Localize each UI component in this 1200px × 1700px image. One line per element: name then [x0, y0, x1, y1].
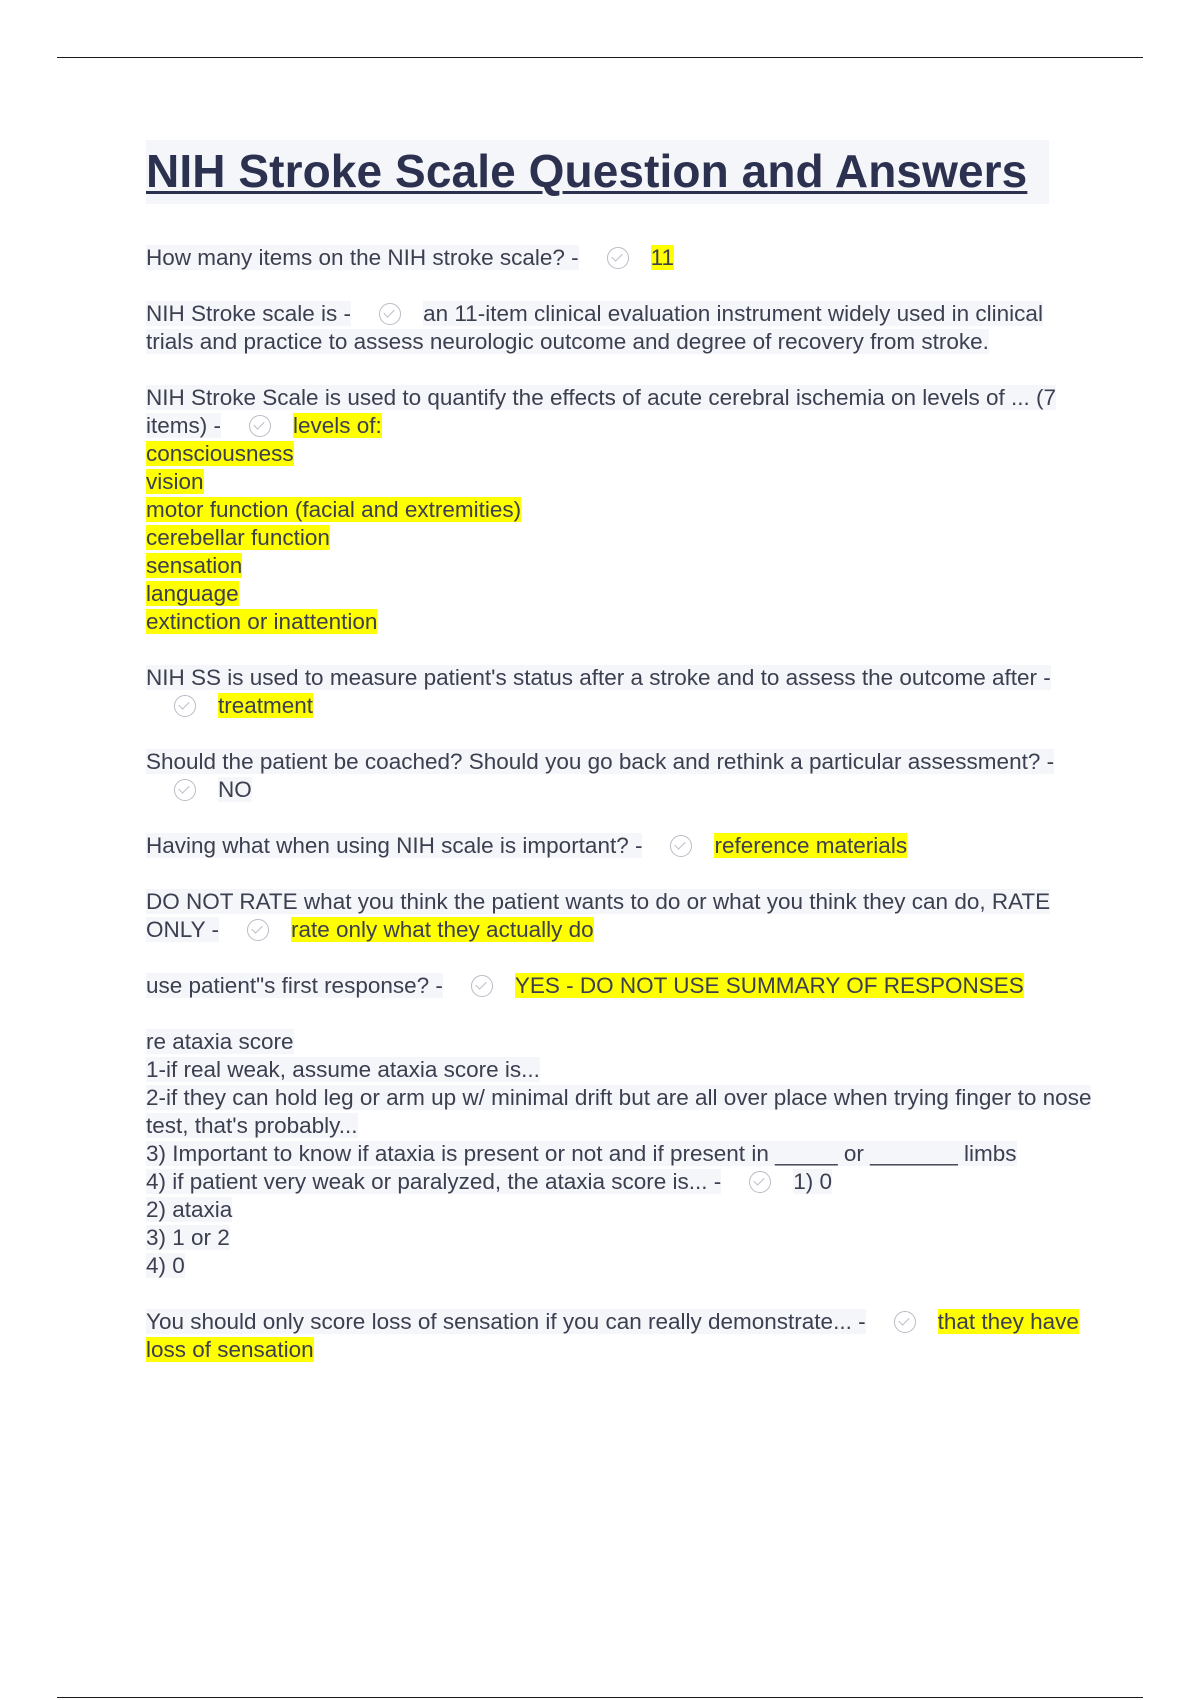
answer-text: 11 — [650, 245, 675, 270]
answer-list-item: sensation — [146, 553, 243, 578]
answer-list-item: motor function (facial and extremities) — [146, 497, 522, 522]
answer-line: 1) 0 — [793, 1169, 833, 1194]
check-circle-icon — [471, 975, 493, 997]
answer-text: reference materials — [714, 833, 908, 858]
check-circle-icon — [249, 415, 271, 437]
qa-item — [146, 888, 1096, 944]
answer-line: 4) 0 — [146, 1253, 185, 1278]
check-circle-icon — [670, 835, 692, 857]
answer-text: treatment — [218, 693, 314, 718]
answer-text: an 11-item clinical evaluation instrument widely used in clinical trials and practice to assess neurologic outcome and degree of recovery from stroke. — [146, 301, 1043, 354]
question-text: Having what when using NIH scale is important? - — [146, 833, 643, 858]
answer-list-item: vision — [146, 469, 204, 494]
answer-text: YES - DO NOT USE SUMMARY OF RESPONSES — [514, 973, 1024, 998]
check-circle-icon — [379, 303, 401, 325]
answer-list-item: cerebellar function — [146, 525, 330, 550]
qa-item — [146, 300, 1096, 356]
question-line: 1-if real weak, assume ataxia score is... — [146, 1057, 540, 1082]
answer-list-item: extinction or inattention — [146, 609, 378, 634]
qa-item — [146, 748, 1096, 804]
check-circle-icon — [607, 247, 629, 269]
qa-item — [146, 1028, 1096, 1280]
check-circle-icon — [894, 1311, 916, 1333]
check-circle-icon — [749, 1171, 771, 1193]
check-circle-icon — [174, 695, 196, 717]
check-circle-icon — [174, 779, 196, 801]
question-text: NIH Stroke scale is - — [146, 301, 352, 326]
answer-list-item: consciousness — [146, 441, 294, 466]
question-text: How many items on the NIH stroke scale? - — [146, 245, 579, 270]
answer-line: 2) ataxia — [146, 1197, 233, 1222]
answer-text: levels of: — [293, 413, 382, 438]
qa-item — [146, 244, 1096, 272]
answer-text: rate only what they actually do — [290, 917, 594, 942]
document-body — [146, 140, 1096, 1364]
answer-text: that they have loss of sensation — [146, 1309, 1079, 1362]
qa-item — [146, 832, 1096, 860]
qa-item — [146, 972, 1096, 1000]
question-text: You should only score loss of sensation if you can really demonstrate... - — [146, 1309, 866, 1334]
question-text: NIH Stroke Scale is used to quantify the effects of acute cerebral ischemia on levels of ... (7 items) - — [146, 385, 1057, 438]
qa-item — [146, 1308, 1096, 1364]
document-title: NIH Stroke Scale Question and Answers — [146, 140, 1049, 204]
question-text: DO NOT RATE what you think the patient wants to do or what you think they can do, RATE ONLY - — [146, 889, 1051, 942]
question-line: 4) if patient very weak or paralyzed, the ataxia score is... - — [146, 1169, 722, 1194]
top-rule — [57, 57, 1143, 58]
question-text: Should the patient be coached? Should you go back and rethink a particular assessment? - — [146, 749, 1055, 774]
bottom-rule — [57, 1697, 1143, 1698]
check-circle-icon — [247, 919, 269, 941]
answer-list-item: language — [146, 581, 239, 606]
answer-text: NO — [218, 777, 252, 802]
qa-item — [146, 384, 1096, 636]
question-line: 2-if they can hold leg or arm up w/ minimal drift but are all over place when trying finger to nose test, that's probably... — [146, 1085, 1092, 1138]
question-text: use patient"s first response? - — [146, 973, 443, 998]
qa-item — [146, 664, 1096, 720]
question-text: NIH SS is used to measure patient's status after a stroke and to assess the outcome after - — [146, 665, 1051, 690]
question-line: 3) Important to know if ataxia is present or not and if present in _____ or _______ limbs — [146, 1141, 1017, 1166]
answer-line: 3) 1 or 2 — [146, 1225, 230, 1250]
question-line: re ataxia score — [146, 1029, 294, 1054]
